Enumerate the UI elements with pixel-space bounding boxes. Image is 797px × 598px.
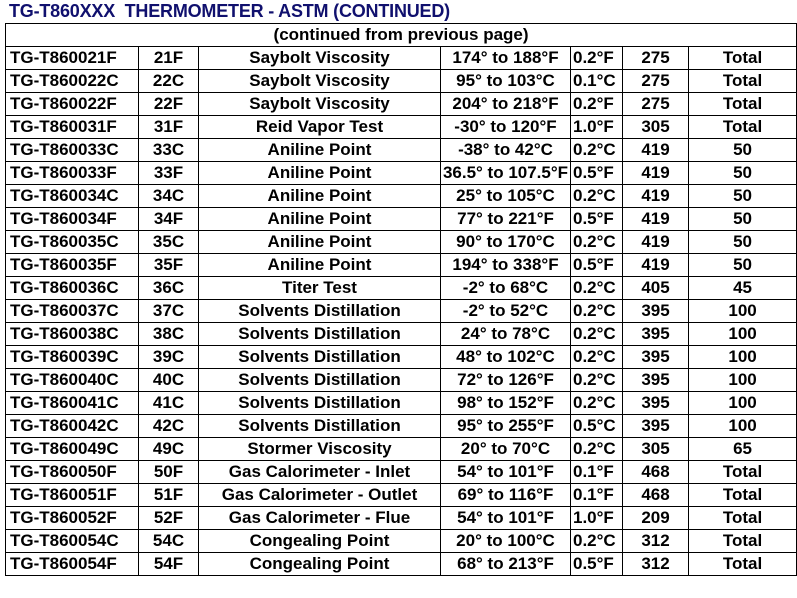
immersion-cell: 50 bbox=[689, 254, 797, 277]
part-number-cell: TG-T860038C bbox=[6, 323, 139, 346]
astm-number-cell: 34F bbox=[139, 208, 199, 231]
graduation-cell: 0.2°F bbox=[571, 47, 623, 70]
part-number-cell: TG-T860021F bbox=[6, 47, 139, 70]
table-row bbox=[6, 530, 797, 553]
graduation-cell: 0.5°C bbox=[571, 415, 623, 438]
length-cell: 395 bbox=[623, 369, 689, 392]
astm-number-cell: 22C bbox=[139, 70, 199, 93]
immersion-cell: Total bbox=[689, 93, 797, 116]
part-number-cell: TG-T860034C bbox=[6, 185, 139, 208]
graduation-cell: 0.1°F bbox=[571, 484, 623, 507]
range-cell: 204° to 218°F bbox=[441, 93, 571, 116]
immersion-cell: 100 bbox=[689, 323, 797, 346]
application-cell: Solvents Distillation bbox=[199, 323, 441, 346]
graduation-cell: 0.2°C bbox=[571, 185, 623, 208]
range-cell: 98° to 152°F bbox=[441, 392, 571, 415]
part-number-cell: TG-T860033F bbox=[6, 162, 139, 185]
table-row bbox=[6, 369, 797, 392]
range-cell: 25° to 105°C bbox=[441, 185, 571, 208]
graduation-cell: 0.2°C bbox=[571, 277, 623, 300]
length-cell: 419 bbox=[623, 162, 689, 185]
astm-number-cell: 35C bbox=[139, 231, 199, 254]
length-cell: 275 bbox=[623, 47, 689, 70]
application-cell: Aniline Point bbox=[199, 254, 441, 277]
length-cell: 305 bbox=[623, 116, 689, 139]
application-cell: Gas Calorimeter - Outlet bbox=[199, 484, 441, 507]
immersion-cell: 50 bbox=[689, 139, 797, 162]
range-cell: -30° to 120°F bbox=[441, 116, 571, 139]
astm-number-cell: 54F bbox=[139, 553, 199, 576]
table-row bbox=[6, 415, 797, 438]
immersion-cell: 50 bbox=[689, 231, 797, 254]
astm-number-cell: 51F bbox=[139, 484, 199, 507]
immersion-cell: 45 bbox=[689, 277, 797, 300]
application-cell: Congealing Point bbox=[199, 530, 441, 553]
application-cell: Aniline Point bbox=[199, 139, 441, 162]
range-cell: 48° to 102°C bbox=[441, 346, 571, 369]
length-cell: 395 bbox=[623, 392, 689, 415]
part-number-cell: TG-T860040C bbox=[6, 369, 139, 392]
graduation-cell: 0.5°F bbox=[571, 254, 623, 277]
immersion-cell: 100 bbox=[689, 346, 797, 369]
range-cell: 68° to 213°F bbox=[441, 553, 571, 576]
range-cell: 95° to 255°F bbox=[441, 415, 571, 438]
astm-number-cell: 50F bbox=[139, 461, 199, 484]
part-number-cell: TG-T860035C bbox=[6, 231, 139, 254]
immersion-cell: Total bbox=[689, 70, 797, 93]
length-cell: 468 bbox=[623, 484, 689, 507]
table-row bbox=[6, 277, 797, 300]
application-cell: Gas Calorimeter - Flue bbox=[199, 507, 441, 530]
immersion-cell: 100 bbox=[689, 415, 797, 438]
astm-number-cell: 21F bbox=[139, 47, 199, 70]
astm-number-cell: 36C bbox=[139, 277, 199, 300]
range-cell: -38° to 42°C bbox=[441, 139, 571, 162]
continued-note: (continued from previous page) bbox=[6, 24, 797, 47]
page-title: TG-T860XXX THERMOMETER - ASTM (CONTINUED) bbox=[9, 1, 450, 21]
length-cell: 395 bbox=[623, 300, 689, 323]
graduation-cell: 0.2°C bbox=[571, 369, 623, 392]
graduation-cell: 0.5°F bbox=[571, 162, 623, 185]
application-cell: Aniline Point bbox=[199, 185, 441, 208]
length-cell: 419 bbox=[623, 254, 689, 277]
table-row bbox=[6, 185, 797, 208]
table-row bbox=[6, 507, 797, 530]
table-row bbox=[6, 461, 797, 484]
length-cell: 305 bbox=[623, 438, 689, 461]
length-cell: 312 bbox=[623, 530, 689, 553]
part-number-cell: TG-T860033C bbox=[6, 139, 139, 162]
range-cell: -2° to 52°C bbox=[441, 300, 571, 323]
graduation-cell: 0.5°F bbox=[571, 208, 623, 231]
application-cell: Saybolt Viscosity bbox=[199, 93, 441, 116]
length-cell: 405 bbox=[623, 277, 689, 300]
graduation-cell: 0.2°C bbox=[571, 392, 623, 415]
part-number-cell: TG-T860036C bbox=[6, 277, 139, 300]
length-cell: 419 bbox=[623, 185, 689, 208]
table-row bbox=[6, 346, 797, 369]
table-row bbox=[6, 47, 797, 70]
astm-number-cell: 40C bbox=[139, 369, 199, 392]
graduation-cell: 0.2°C bbox=[571, 139, 623, 162]
astm-number-cell: 33C bbox=[139, 139, 199, 162]
part-number-cell: TG-T860022C bbox=[6, 70, 139, 93]
graduation-cell: 0.2°C bbox=[571, 346, 623, 369]
graduation-cell: 0.1°C bbox=[571, 70, 623, 93]
astm-number-cell: 34C bbox=[139, 185, 199, 208]
range-cell: 72° to 126°F bbox=[441, 369, 571, 392]
astm-number-cell: 39C bbox=[139, 346, 199, 369]
graduation-cell: 0.2°C bbox=[571, 300, 623, 323]
immersion-cell: Total bbox=[689, 116, 797, 139]
part-number-cell: TG-T860037C bbox=[6, 300, 139, 323]
astm-number-cell: 52F bbox=[139, 507, 199, 530]
astm-number-cell: 33F bbox=[139, 162, 199, 185]
length-cell: 419 bbox=[623, 231, 689, 254]
immersion-cell: Total bbox=[689, 484, 797, 507]
range-cell: 69° to 116°F bbox=[441, 484, 571, 507]
range-cell: 54° to 101°F bbox=[441, 461, 571, 484]
application-cell: Reid Vapor Test bbox=[199, 116, 441, 139]
astm-number-cell: 54C bbox=[139, 530, 199, 553]
part-number-cell: TG-T860050F bbox=[6, 461, 139, 484]
part-number-cell: TG-T860051F bbox=[6, 484, 139, 507]
immersion-cell: 50 bbox=[689, 208, 797, 231]
application-cell: Aniline Point bbox=[199, 162, 441, 185]
part-number-cell: TG-T860035F bbox=[6, 254, 139, 277]
length-cell: 312 bbox=[623, 553, 689, 576]
part-number-cell: TG-T860054C bbox=[6, 530, 139, 553]
astm-number-cell: 22F bbox=[139, 93, 199, 116]
table-row bbox=[6, 231, 797, 254]
part-number-cell: TG-T860039C bbox=[6, 346, 139, 369]
length-cell: 419 bbox=[623, 139, 689, 162]
range-cell: 174° to 188°F bbox=[441, 47, 571, 70]
part-number-cell: TG-T860052F bbox=[6, 507, 139, 530]
part-number-cell: TG-T860031F bbox=[6, 116, 139, 139]
range-cell: -2° to 68°C bbox=[441, 277, 571, 300]
part-number-cell: TG-T860034F bbox=[6, 208, 139, 231]
immersion-cell: 50 bbox=[689, 185, 797, 208]
astm-number-cell: 35F bbox=[139, 254, 199, 277]
graduation-cell: 0.2°F bbox=[571, 93, 623, 116]
application-cell: Saybolt Viscosity bbox=[199, 47, 441, 70]
length-cell: 419 bbox=[623, 208, 689, 231]
length-cell: 275 bbox=[623, 70, 689, 93]
part-number-cell: TG-T860049C bbox=[6, 438, 139, 461]
application-cell: Solvents Distillation bbox=[199, 369, 441, 392]
graduation-cell: 0.2°C bbox=[571, 231, 623, 254]
immersion-cell: Total bbox=[689, 553, 797, 576]
table-row bbox=[6, 93, 797, 116]
table-row bbox=[6, 323, 797, 346]
application-cell: Congealing Point bbox=[199, 553, 441, 576]
application-cell: Gas Calorimeter - Inlet bbox=[199, 461, 441, 484]
graduation-cell: 0.1°F bbox=[571, 461, 623, 484]
table-row bbox=[6, 254, 797, 277]
table-row bbox=[6, 438, 797, 461]
table-row bbox=[6, 484, 797, 507]
application-cell: Saybolt Viscosity bbox=[199, 70, 441, 93]
immersion-cell: 100 bbox=[689, 369, 797, 392]
table-row bbox=[6, 553, 797, 576]
continued-row bbox=[6, 24, 797, 47]
range-cell: 194° to 338°F bbox=[441, 254, 571, 277]
immersion-cell: 50 bbox=[689, 162, 797, 185]
length-cell: 468 bbox=[623, 461, 689, 484]
immersion-cell: Total bbox=[689, 47, 797, 70]
application-cell: Solvents Distillation bbox=[199, 392, 441, 415]
graduation-cell: 0.2°C bbox=[571, 530, 623, 553]
application-cell: Solvents Distillation bbox=[199, 415, 441, 438]
table-row bbox=[6, 162, 797, 185]
astm-number-cell: 38C bbox=[139, 323, 199, 346]
range-cell: 90° to 170°C bbox=[441, 231, 571, 254]
range-cell: 24° to 78°C bbox=[441, 323, 571, 346]
part-number-cell: TG-T860041C bbox=[6, 392, 139, 415]
length-cell: 395 bbox=[623, 323, 689, 346]
application-cell: Stormer Viscosity bbox=[199, 438, 441, 461]
astm-number-cell: 49C bbox=[139, 438, 199, 461]
range-cell: 54° to 101°F bbox=[441, 507, 571, 530]
astm-number-cell: 42C bbox=[139, 415, 199, 438]
length-cell: 275 bbox=[623, 93, 689, 116]
table-row bbox=[6, 116, 797, 139]
part-number-cell: TG-T860022F bbox=[6, 93, 139, 116]
range-cell: 20° to 70°C bbox=[441, 438, 571, 461]
length-cell: 209 bbox=[623, 507, 689, 530]
length-cell: 395 bbox=[623, 346, 689, 369]
application-cell: Aniline Point bbox=[199, 208, 441, 231]
application-cell: Solvents Distillation bbox=[199, 346, 441, 369]
table-row bbox=[6, 392, 797, 415]
immersion-cell: Total bbox=[689, 507, 797, 530]
range-cell: 36.5° to 107.5°F bbox=[441, 162, 571, 185]
table-row bbox=[6, 70, 797, 93]
range-cell: 77° to 221°F bbox=[441, 208, 571, 231]
graduation-cell: 0.2°C bbox=[571, 438, 623, 461]
part-number-cell: TG-T860054F bbox=[6, 553, 139, 576]
graduation-cell: 1.0°F bbox=[571, 507, 623, 530]
thermometer-table bbox=[5, 23, 797, 576]
length-cell: 395 bbox=[623, 415, 689, 438]
immersion-cell: 65 bbox=[689, 438, 797, 461]
immersion-cell: 100 bbox=[689, 392, 797, 415]
range-cell: 95° to 103°C bbox=[441, 70, 571, 93]
table-row bbox=[6, 139, 797, 162]
astm-number-cell: 31F bbox=[139, 116, 199, 139]
application-cell: Aniline Point bbox=[199, 231, 441, 254]
immersion-cell: 100 bbox=[689, 300, 797, 323]
graduation-cell: 0.5°F bbox=[571, 553, 623, 576]
graduation-cell: 1.0°F bbox=[571, 116, 623, 139]
application-cell: Titer Test bbox=[199, 277, 441, 300]
table-row bbox=[6, 300, 797, 323]
application-cell: Solvents Distillation bbox=[199, 300, 441, 323]
astm-number-cell: 37C bbox=[139, 300, 199, 323]
immersion-cell: Total bbox=[689, 530, 797, 553]
immersion-cell: Total bbox=[689, 461, 797, 484]
table-row bbox=[6, 208, 797, 231]
range-cell: 20° to 100°C bbox=[441, 530, 571, 553]
astm-number-cell: 41C bbox=[139, 392, 199, 415]
part-number-cell: TG-T860042C bbox=[6, 415, 139, 438]
graduation-cell: 0.2°C bbox=[571, 323, 623, 346]
